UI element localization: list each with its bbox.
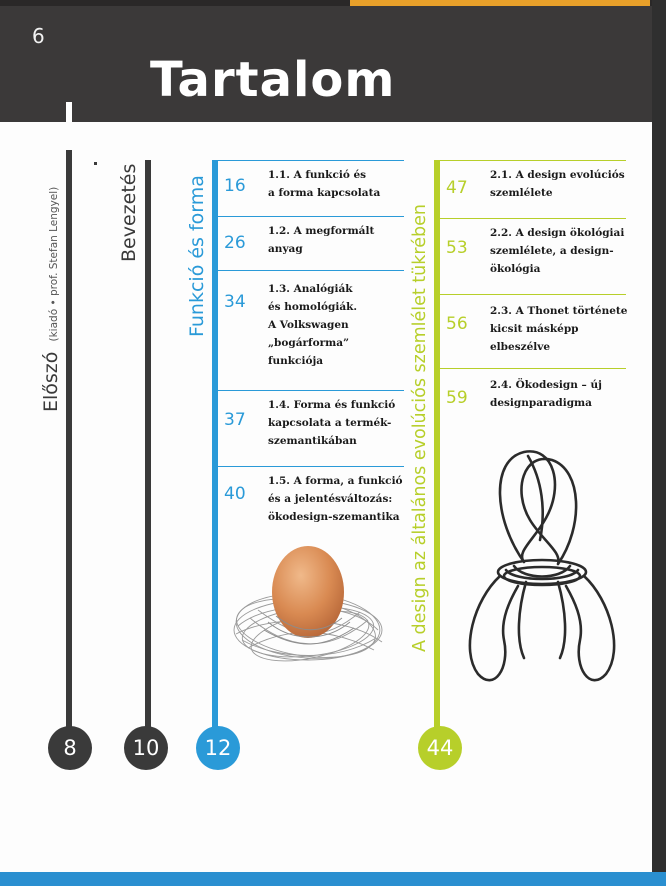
funkcio-title: Funkció és forma — [186, 175, 208, 337]
bevezetes-label — [118, 152, 140, 262]
ch2-rule — [440, 368, 626, 369]
ch2-rule — [440, 218, 626, 219]
top-accent — [350, 0, 650, 6]
ch1-entry-title[interactable]: 1.2. A megformált anyag — [268, 225, 375, 255]
bevezetes-page-circle[interactable] — [124, 726, 168, 770]
design-page-circle[interactable] — [418, 726, 462, 770]
ch1-rule — [218, 390, 404, 391]
wire-chair-illustration — [454, 440, 634, 690]
design-title: A design az általános evolúciós szemlélet tükrében — [410, 204, 430, 652]
eloszo-label — [40, 150, 62, 412]
funkcio-page: 12 — [204, 736, 232, 760]
ch1-entry-title[interactable]: 1.5. A forma, a funkció és a jelentésváltozás: ökodesign-szemantika — [268, 475, 403, 523]
funkcio-label — [186, 157, 208, 337]
page-number: 6 — [32, 24, 45, 48]
ch2-entry-title[interactable]: 2.1. A design evolúciós szemlélete — [490, 169, 625, 199]
page-edge — [652, 0, 666, 886]
ch1-rule — [218, 216, 404, 217]
ch2-entry-title[interactable]: 2.2. A design ökológiai szemlélete, a design- ökológia — [490, 227, 625, 275]
top-strip — [0, 0, 666, 6]
header-notch — [66, 102, 72, 122]
design-label — [410, 156, 430, 652]
ch1-entry-page[interactable]: 40 — [224, 484, 246, 504]
bevezetes-dot — [94, 162, 97, 165]
page-title: Tartalom — [150, 52, 396, 108]
bevezetes-line — [145, 160, 151, 730]
design-line — [434, 160, 440, 730]
ch1-entry-title[interactable]: 1.3. Analógiák és homológiák. A Volkswagen „bogárforma” funkciója — [268, 283, 358, 367]
design-page: 44 — [426, 736, 454, 760]
ch2-entry-title[interactable]: 2.4. Ökodesign – új designparadigma — [490, 379, 602, 409]
ch1-rule — [218, 160, 404, 161]
ch1-rule — [218, 270, 404, 271]
ch2-rule — [440, 160, 626, 161]
ch1-entry-page[interactable]: 26 — [224, 233, 246, 253]
bottom-strip — [0, 872, 666, 886]
eloszo-page-circle[interactable] — [48, 726, 92, 770]
ch1-rule — [218, 466, 404, 467]
ch2-entry-page[interactable]: 59 — [446, 388, 468, 408]
ch2-entry-page[interactable]: 53 — [446, 238, 468, 258]
bevezetes-page: 10 — [132, 736, 160, 760]
eloszo-page: 8 — [63, 736, 77, 760]
ch1-entry-title[interactable]: 1.1. A funkció és a forma kapcsolata — [268, 169, 381, 199]
funkcio-line — [212, 160, 218, 730]
ch1-entry-page[interactable]: 37 — [224, 410, 246, 430]
ch1-entry-title[interactable]: 1.4. Forma és funkció kapcsolata a termék- szemantikában — [268, 399, 396, 447]
eloszo-title: Előszó — [40, 351, 62, 412]
egg-nest-illustration — [228, 530, 388, 680]
eloszo-line — [66, 150, 72, 730]
ch1-entry-page[interactable]: 16 — [224, 176, 246, 196]
ch2-entry-page[interactable]: 56 — [446, 314, 468, 334]
bevezetes-title: Bevezetés — [118, 163, 140, 262]
ch1-entry-page[interactable]: 34 — [224, 292, 246, 312]
ch2-rule — [440, 294, 626, 295]
ch2-entry-title[interactable]: 2.3. A Thonet története kicsit másképp elbeszélve — [490, 305, 628, 353]
eloszo-subtitle: (kiadó • prof. Stefan Lengyel) — [48, 186, 60, 342]
funkcio-page-circle[interactable] — [196, 726, 240, 770]
ch2-entry-page[interactable]: 47 — [446, 178, 468, 198]
